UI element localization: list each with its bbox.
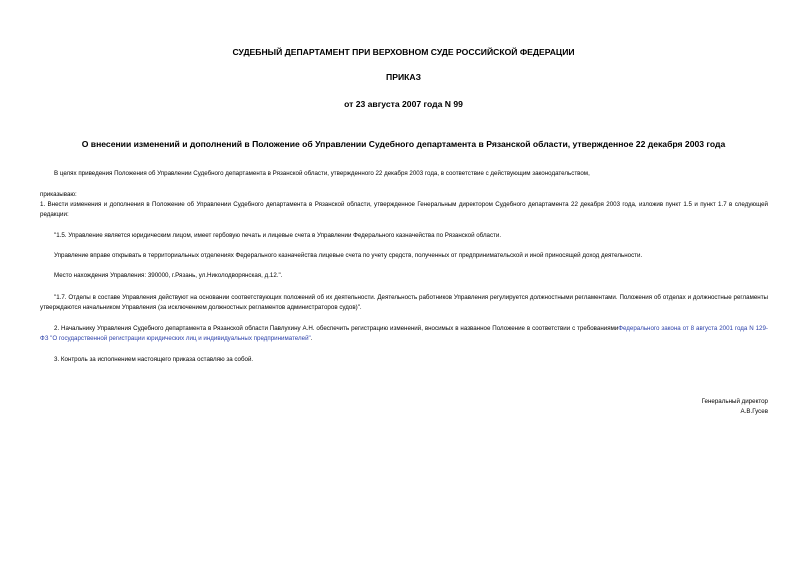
federal-law-link[interactable]: Федерального закона от 8 августа 2001 года N 129-ФЗ "О государственной регистрации юридических лиц и индивидуальных предпринимателей" (40, 325, 768, 342)
document-type-heading: ПРИКАЗ (386, 72, 421, 82)
clause-1-5-accounts-paragraph: Управление вправе открывать в территориальных отделениях Федерального казначейства лицевые счета по учету средств, полученных от предпринимательской и иной приносящей доход деятельности. (54, 252, 643, 259)
date-number-heading: от 23 августа 2007 года N 99 (344, 99, 463, 109)
item-2-end: . (310, 334, 313, 342)
clause-1-5-paragraph: "1.5. Управление является юридическим лицом, имеет гербовую печать и лицевые счета в Управлении Федерального казначейства по Рязанской области. (54, 232, 502, 239)
intro-paragraph: В целях приведения Положения об Управлении Судебного департамента в Рязанской области, утвержденного 22 декабря 2003 года, в соответствие с действующим законодательством, (54, 170, 590, 177)
signature-position: Генеральный директор (701, 398, 768, 405)
item-1-paragraph: 1. Внести изменения и дополнения в Положение об Управлении Судебного департамента в Рязанской области, утвержденное Генеральным директором Судебного департамента 22 декабря 2003 года, изложив пункт 1.5 и пункт 1.7 в следующей редакции: (40, 201, 768, 218)
document-title: О внесении изменений и дополнений в Положение об Управлении Судебного департамента в Рязанской области, утвержденное 22 декабря 2003 года (81, 139, 726, 149)
item-2-text: 2. Начальнику Управления Судебного департамента в Рязанской области Павлухину А.Н. обеспечить регистрацию изменений, вносимых в названное Положение в соответствии с требованиями (54, 325, 619, 332)
signature-name: А.В.Гусев (740, 408, 768, 415)
organization-heading: СУДЕБНЫЙ ДЕПАРТАМЕНТ ПРИ ВЕРХОВНОМ СУДЕ РОССИЙСКОЙ ФЕДЕРАЦИИ (232, 47, 575, 57)
order-word: приказываю: (40, 191, 77, 198)
clause-1-5-address-paragraph: Место нахождения Управления: 390000, г.Рязань, ул.Николодворянская, д.12.". (54, 272, 283, 279)
item-2-paragraph (40, 324, 768, 343)
item-3-paragraph: 3. Контроль за исполнением настоящего приказа оставляю за собой. (54, 356, 254, 363)
clause-1-7-paragraph: "1.7. Отделы в составе Управления действуют на основании соответствующих положений об их деятельности. Деятельность работников Управления регулируется должностными регламентами. Положения об отделах и должностные регламенты утверждаются начальником Управления (за исключением должностных регламентов администраторов судов)". (40, 294, 768, 311)
